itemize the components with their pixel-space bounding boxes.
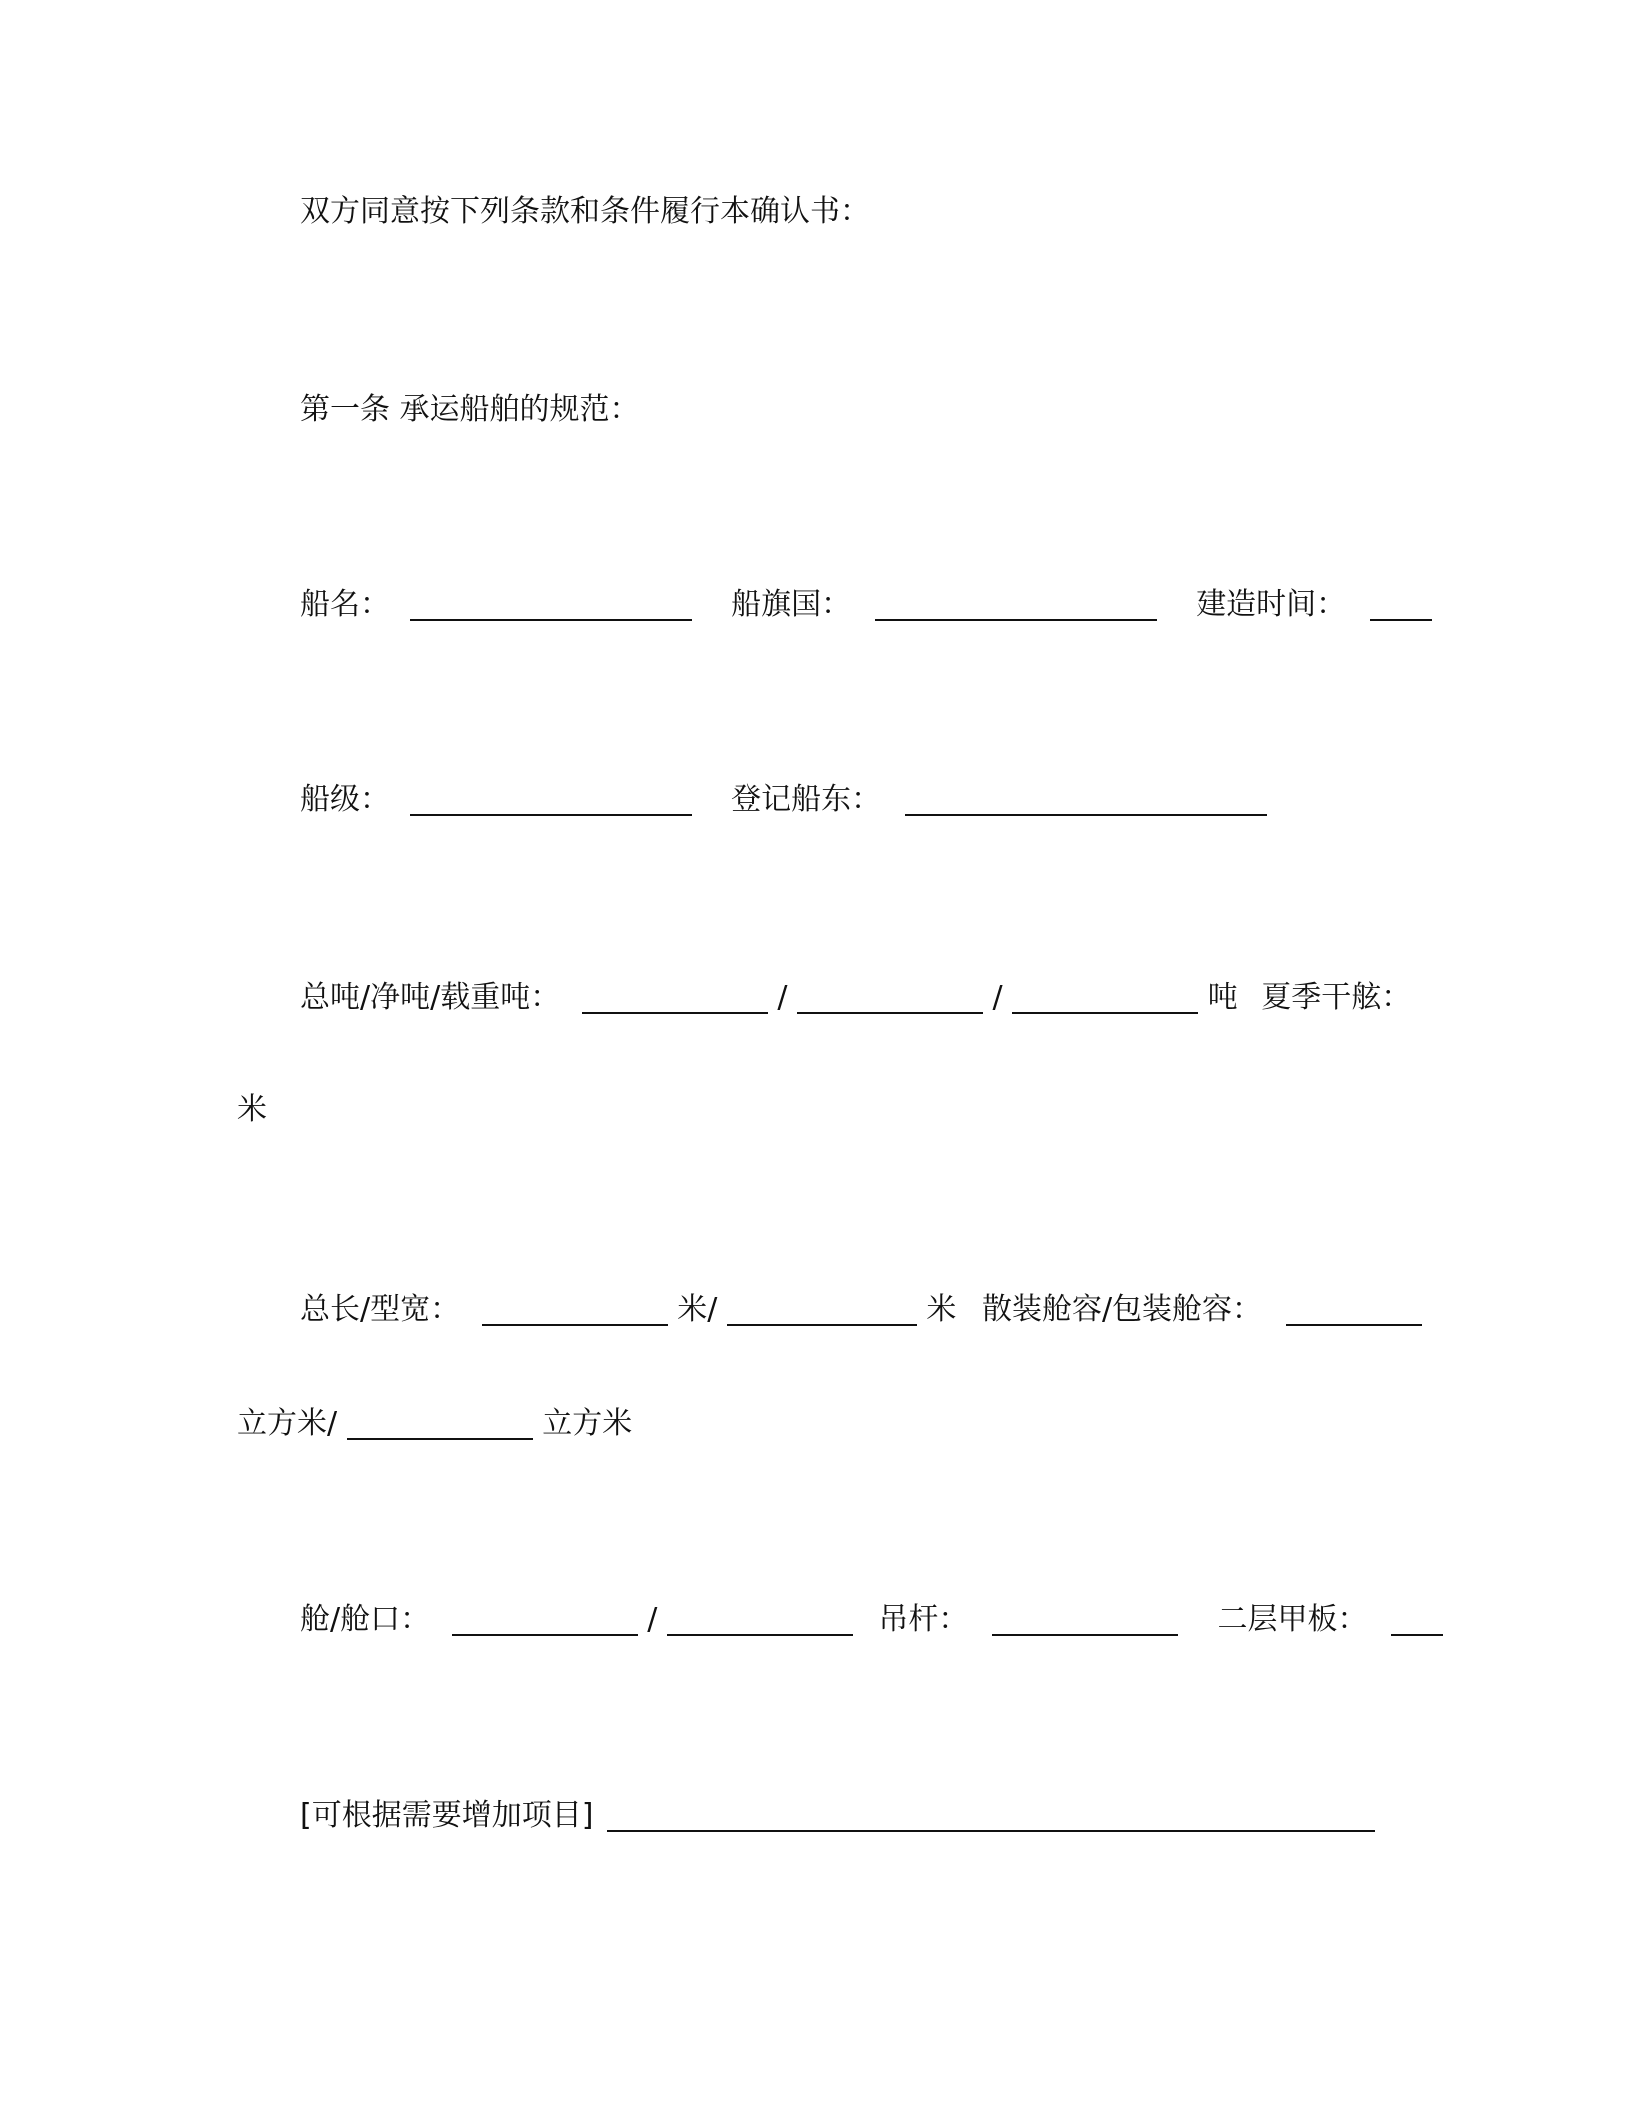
class-label: 船级： — [300, 782, 390, 817]
hold-label: 舱/舱口： — [300, 1602, 431, 1637]
ship-name-label: 船名： — [300, 587, 390, 622]
net-ton-blank[interactable] — [797, 978, 983, 1014]
ship-class-row — [300, 780, 1267, 820]
intro-paragraph — [300, 192, 870, 232]
build-time-label: 建造时间： — [1196, 587, 1347, 622]
freeboard-meter-unit: 米 — [237, 1092, 267, 1127]
extra-items-row — [300, 1796, 1375, 1836]
capacity-label: 散装舱容/包装舱容： — [981, 1292, 1263, 1327]
class-blank[interactable] — [410, 780, 692, 816]
holds-row — [300, 1600, 1443, 1640]
length-label: 总长/型宽： — [300, 1292, 461, 1327]
owner-blank[interactable] — [905, 780, 1267, 816]
hatch-blank[interactable] — [667, 1600, 853, 1636]
tonnage-row — [300, 978, 1411, 1018]
tweendeck-label: 二层甲板： — [1217, 1602, 1368, 1637]
length-unit: 米/ — [677, 1292, 718, 1327]
owner-label: 登记船东： — [731, 782, 882, 817]
freeboard-label: 夏季干舷： — [1261, 980, 1412, 1015]
length-blank[interactable] — [482, 1290, 668, 1326]
dimensions-row — [300, 1290, 1422, 1330]
gross-ton-blank[interactable] — [582, 978, 768, 1014]
flag-blank[interactable] — [875, 585, 1157, 621]
derrick-blank[interactable] — [992, 1600, 1178, 1636]
tweendeck-blank[interactable] — [1391, 1600, 1443, 1636]
bale-capacity-blank[interactable] — [1286, 1290, 1422, 1326]
breadth-blank[interactable] — [727, 1290, 917, 1326]
ship-name-row — [300, 585, 1432, 625]
article-1-heading-text: 第一条 承运船舶的规范： — [300, 392, 640, 427]
grain-capacity-blank[interactable] — [347, 1404, 533, 1440]
ship-name-blank[interactable] — [410, 585, 692, 621]
extra-items-label: [可根据需要增加项目] — [300, 1798, 594, 1833]
freeboard-continuation — [237, 1090, 267, 1130]
flag-label: 船旗国： — [731, 587, 852, 622]
tonnage-label: 总吨/净吨/载重吨： — [300, 980, 561, 1015]
deadweight-blank[interactable] — [1012, 978, 1198, 1014]
derrick-label: 吊杆： — [878, 1602, 969, 1637]
hold-blank[interactable] — [452, 1600, 638, 1636]
capacity-continuation — [237, 1404, 632, 1444]
article-1-heading — [300, 390, 640, 430]
capacity-cubic-unit: 立方米 — [542, 1406, 633, 1441]
intro-text: 双方同意按下列条款和条件履行本确认书： — [300, 194, 870, 229]
tonnage-slash-1: / — [777, 980, 788, 1015]
capacity-cubic-slash: 立方米/ — [237, 1406, 338, 1441]
hold-slash: / — [647, 1602, 658, 1637]
extra-items-blank[interactable] — [607, 1796, 1375, 1832]
build-time-blank[interactable] — [1370, 585, 1432, 621]
tonnage-slash-2: / — [992, 980, 1003, 1015]
breadth-unit: 米 — [926, 1292, 957, 1327]
ton-unit: 吨 — [1207, 980, 1238, 1015]
